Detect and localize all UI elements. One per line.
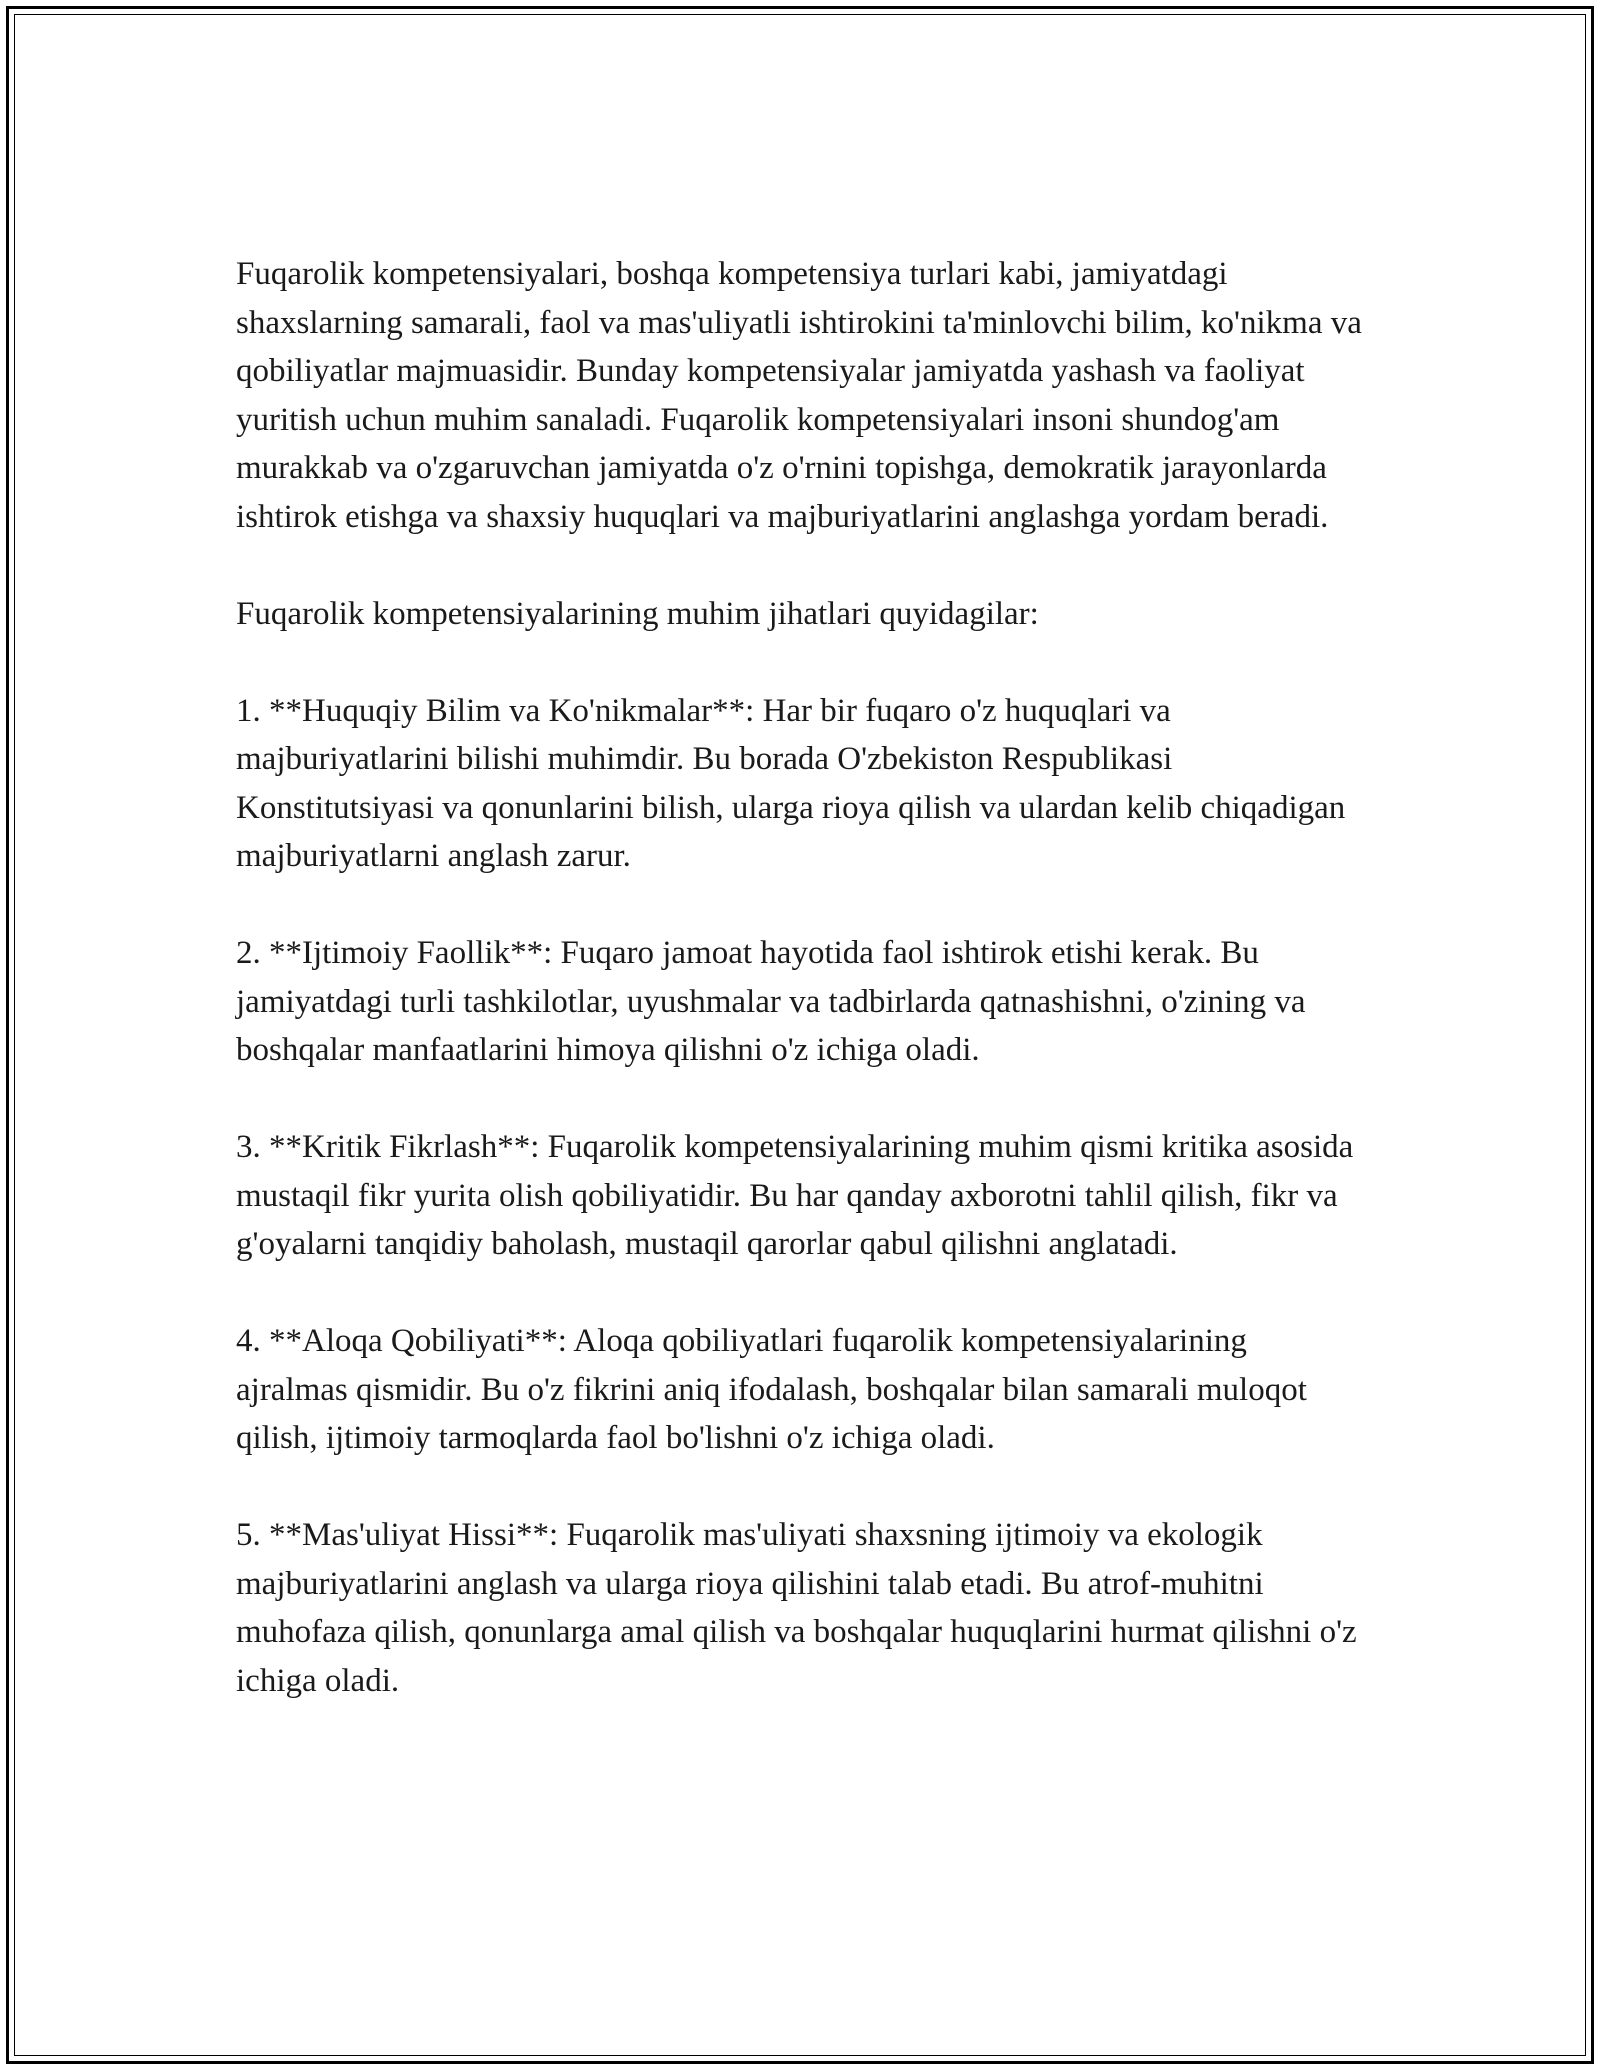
intro-paragraph: Fuqarolik kompetensiyalari, boshqa kompetensiya turlari kabi, jamiyatdagi shaxslarning samarali, faol va mas'uliyatli ishtirokini ta'minlovchi bilim, ko'nikma va qobiliyatlar majmuasidir. Bunday kompetensiyalar jamiyatda yashash va faoliyat yuritish uchun muhim sanaladi. Fuqarolik kompetensiyalari insoni shundog'am murakkab va o'zgaruvchan jamiyatda o'z o'rnini topishga, demokratik jarayonlarda ishtirok etishga va shaxsiy huquqlari va majburiyatlarini anglashga yordam beradi.: [236, 256, 1362, 535]
list-item-legal-knowledge: 1. **Huquqiy Bilim va Ko'nikmalar**: Har bir fuqaro o'z huquqlari va majburiyatlarini bilishi muhimdir. Bu borada O'zbekiston Respublikasi Konstitutsiyasi va qonunlarini bilish, ularga rioya qilish va ulardan kelib chiqadigan majburiyatlarni anglash zarur.: [236, 692, 1346, 874]
document-body: [236, 250, 1366, 1705]
list-item-responsibility: 5. **Mas'uliyat Hissi**: Fuqarolik mas'uliyati shaxsning ijtimoiy va ekologik majburiyatlarini anglash va ularga rioya qilishini talab etadi. Bu atrof-muhitni muhofaza qilish, qonunlarga amal qilish va boshqalar huquqlarini hurmat qilishni o'z ichiga oladi.: [236, 1517, 1357, 1699]
list-item-social-activity: 2. **Ijtimoiy Faollik**: Fuqaro jamoat hayotida faol ishtirok etishi kerak. Bu jamiyatdagi turli tashkilotlar, uyushmalar va tadbirlarda qatnashishni, o'zining va boshqalar manfaatlarini himoya qilishni o'z ichiga oladi.: [236, 935, 1306, 1068]
list-heading: Fuqarolik kompetensiyalarining muhim jihatlari quyidagilar:: [236, 595, 1039, 632]
list-item-communication: 4. **Aloqa Qobiliyati**: Aloqa qobiliyatlari fuqarolik kompetensiyalarining ajralmas qismidir. Bu o'z fikrini aniq ifodalash, boshqalar bilan samarali muloqot qilish, ijtimoiy tarmoqlarda faol bo'lishni o'z ichiga oladi.: [236, 1323, 1307, 1456]
list-item-critical-thinking: 3. **Kritik Fikrlash**: Fuqarolik kompetensiyalarining muhim qismi kritika asosida mustaqil fikr yurita olish qobiliyatidir. Bu har qanday axborotni tahlil qilish, fikr va g'oyalarni tanqidiy baholash, mustaqil qarorlar qabul qilishni anglatadi.: [236, 1129, 1354, 1262]
